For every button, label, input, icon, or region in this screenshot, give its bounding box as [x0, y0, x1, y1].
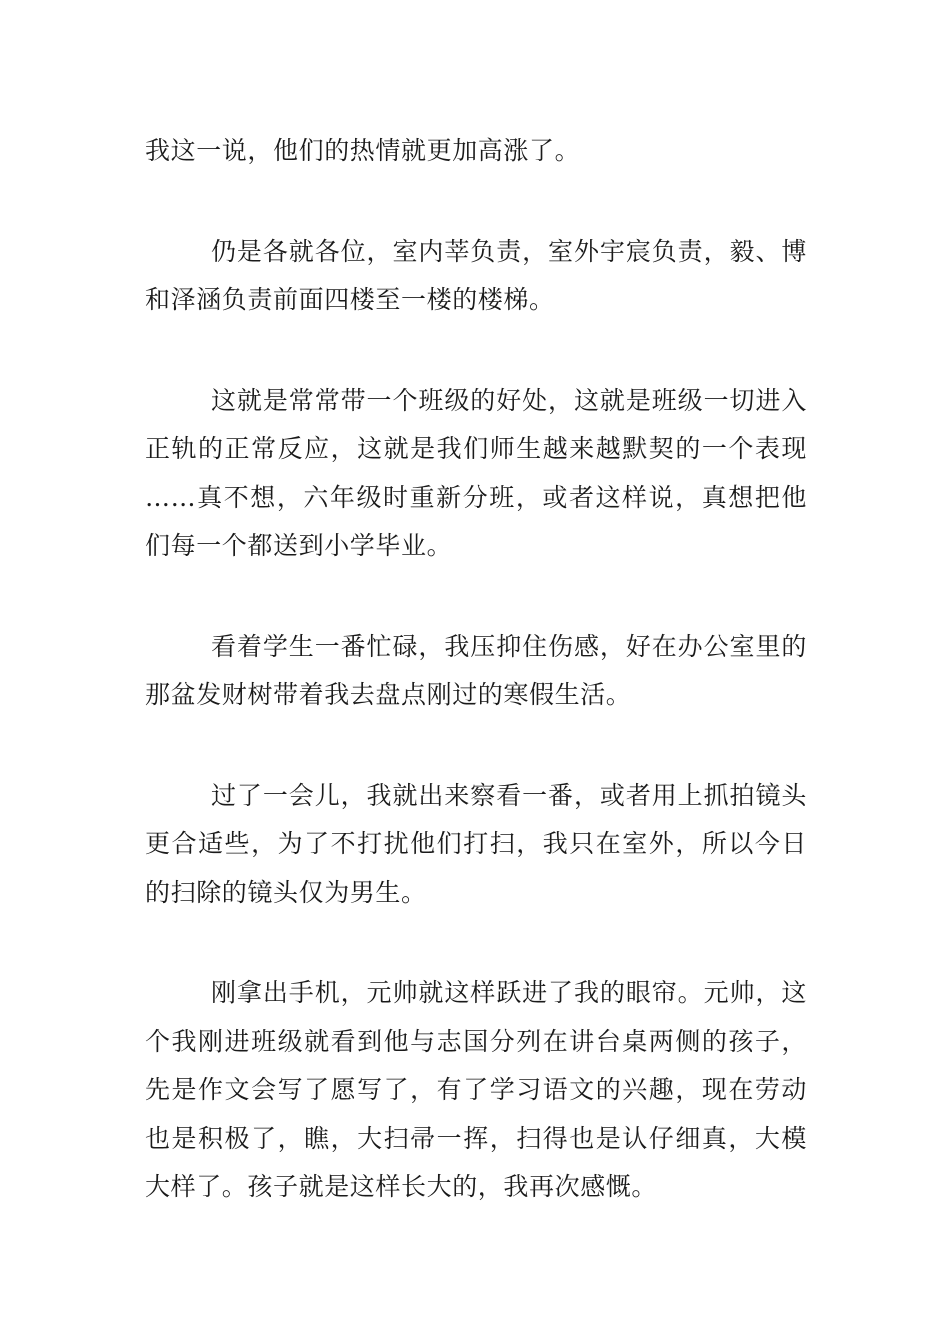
paragraph-6: 刚拿出手机，元帅就这样跃进了我的眼帘。元帅，这个我刚进班级就看到他与志国分列在讲台桌两侧的孩子，先是作文会写了愿写了，有了学习语文的兴趣，现在劳动也是积极了，瞧，大扫帚一挥，扫得也是认仔细真，大模大样了。孩子就是这样长大的，我再次感慨。	[145, 978, 807, 1201]
paragraph-3: 这就是常常带一个班级的好处，这就是班级一切进入正轨的正常反应，这就是我们师生越来越默契的一个表现……真不想，六年级时重新分班，或者这样说，真想把他们每一个都送到小学毕业。	[145, 385, 807, 560]
paragraph-1: 我这一说，他们的热情就更加高涨了。	[145, 136, 581, 165]
paragraph-2: 仍是各就各位，室内莘负责，室外宇宸负责，毅、博和泽涵负责前面四楼至一楼的楼梯。	[145, 236, 807, 314]
paragraph-4: 看着学生一番忙碌，我压抑住伤感，好在办公室里的那盆发财树带着我去盘点刚过的寒假生活。	[145, 631, 807, 709]
paragraph-5: 过了一会儿，我就出来察看一番，或者用上抓拍镜头更合适些，为了不打扰他们打扫，我只在室外，所以今日的扫除的镜头仅为男生。	[145, 780, 807, 907]
document-body	[145, 127, 807, 1264]
